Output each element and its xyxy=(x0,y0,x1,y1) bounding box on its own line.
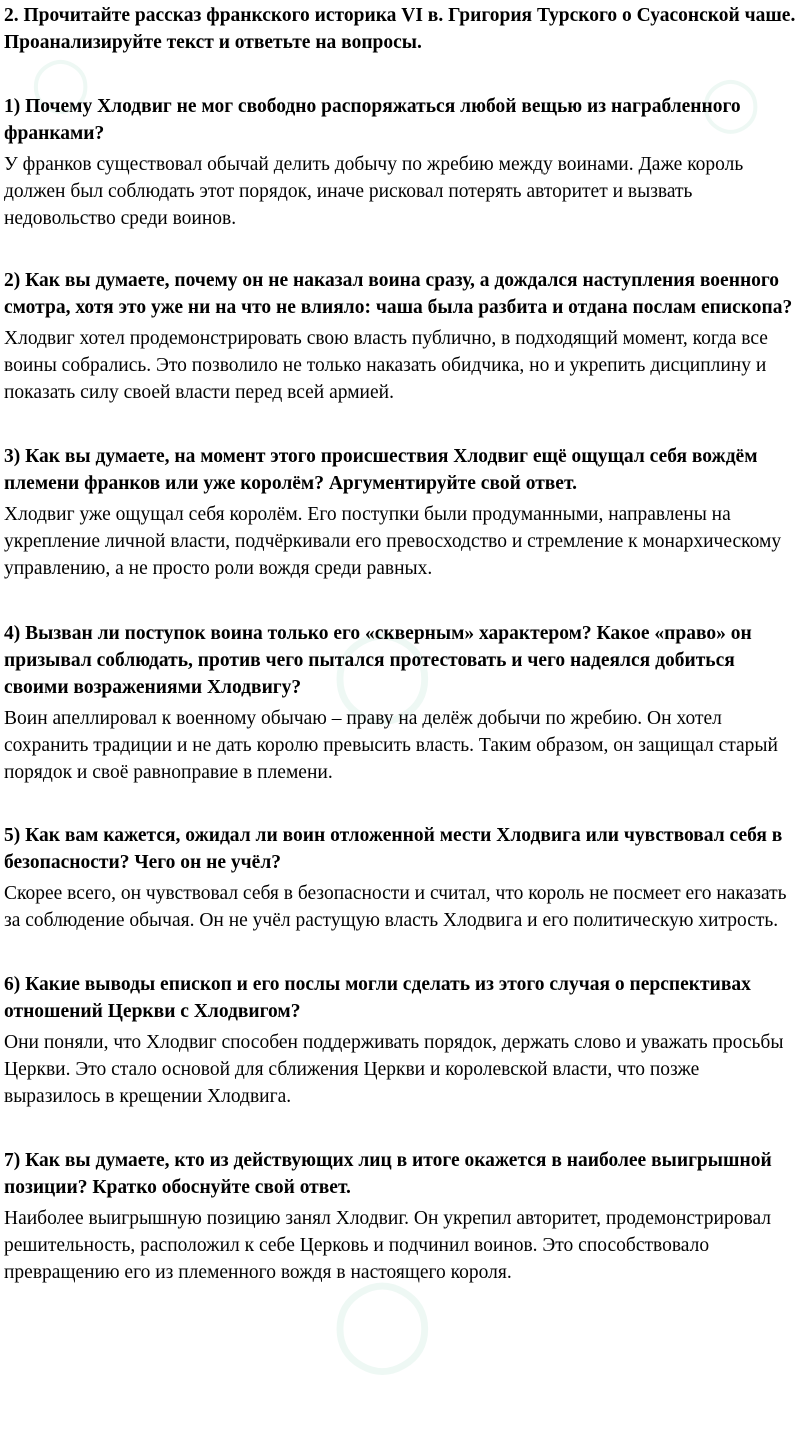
qa-block-1 xyxy=(4,93,798,232)
question-6: 6) Какие выводы епископ и его послы могли сделать из этого случая о перспективах отношений Церкви с Хлодвигом? xyxy=(4,974,751,1022)
task-title: 2. Прочитайте рассказ франкского историка VI в. Григория Турского о Суасонской чаше. Проанализируйте текст и ответьте на вопросы. xyxy=(4,5,796,53)
answer-4: Воин апеллировал к военному обычаю – праву на делёж добычи по жребию. Он хотел сохранить традиции и не дать королю превысить власть. Таким образом, он защищал старый порядок и своё равноправие в племени. xyxy=(4,708,778,783)
answer-3: Хлодвиг уже ощущал себя королём. Его поступки были продуманными, направлены на укрепление личной власти, подчёркивали его превосходство и стремление к монархическому управлению, а не просто роли вождя среди равных. xyxy=(4,504,782,579)
answer-1: У франков существовал обычай делить добычу по жребию между воинами. Даже король должен был соблюдать этот порядок, иначе рисковал потерять авторитет и вызвать недовольство среди воинов. xyxy=(4,154,744,229)
watermark-mark: ○ xyxy=(30,40,92,122)
answer-6: Они поняли, что Хлодвиг способен поддерживать порядок, держать слово и уважать просьбы Церкви. Это стало основой для сближения Церкви и королевской власти, что позже выразилось в крещении Хлодвига. xyxy=(4,1032,784,1107)
question-5: 5) Как вам кажется, ожидал ли воин отложенной мести Хлодвига или чувствовал себя в безопасности? Чего он не учёл? xyxy=(4,825,783,873)
answer-7: Наиболее выигрышную позицию занял Хлодвиг. Он укрепил авторитет, продемонстрировал решительность, расположил к себе Церковь и подчинил воинов. Это способствовало превращению его из племенного вождя в настоящего короля. xyxy=(4,1208,772,1283)
question-1: 1) Почему Хлодвиг не мог свободно распоряжаться любой вещью из награбленного франками? xyxy=(4,96,741,144)
qa-block-5 xyxy=(4,822,798,934)
watermark-mark: ○ xyxy=(330,600,435,739)
qa-block-7 xyxy=(4,1147,798,1286)
qa-block-4 xyxy=(4,620,798,786)
answer-5: Скорее всего, он чувствовал себя в безопасности и считал, что король не посмеет его наказать за соблюдение обычая. Он не учёл растущую власть Хлодвига и его политическую хитрость. xyxy=(4,883,787,931)
question-3: 3) Как вы думаете, на момент этого происшествия Хлодвиг ещё ощущал себя вождём племени франков или уже королём? Аргументируйте свой ответ. xyxy=(4,446,758,494)
question-2: 2) Как вы думаете, почему он не наказал воина сразу, а дождался наступления военного смотра, хотя это уже ни на что не влияло: чаша была разбита и отдана послам епископа? xyxy=(4,270,793,318)
answer-2: Хлодвиг хотел продемонстрировать свою власть публично, в подходящий момент, когда все воины собрались. Это позволило не только наказать обидчика, но и укрепить дисциплину и показать силу своей власти перед всей армией. xyxy=(4,328,768,403)
question-4: 4) Вызван ли поступок воина только его «скверным» характером? Какое «право» он призывал соблюдать, против чего пытался протестовать и чего надеялся добиться своими возражениями Хлодвигу? xyxy=(4,623,752,698)
question-7: 7) Как вы думаете, кто из действующих лиц в итоге окажется в наиболее выигрышной позиции? Кратко обоснуйте свой ответ. xyxy=(4,1150,772,1198)
document-page xyxy=(4,0,798,1286)
qa-block-2 xyxy=(4,267,798,406)
qa-block-3 xyxy=(4,443,798,582)
watermark-mark: ○ xyxy=(330,1250,435,1389)
qa-block-6 xyxy=(4,971,798,1110)
watermark-mark: ○ xyxy=(700,60,762,142)
